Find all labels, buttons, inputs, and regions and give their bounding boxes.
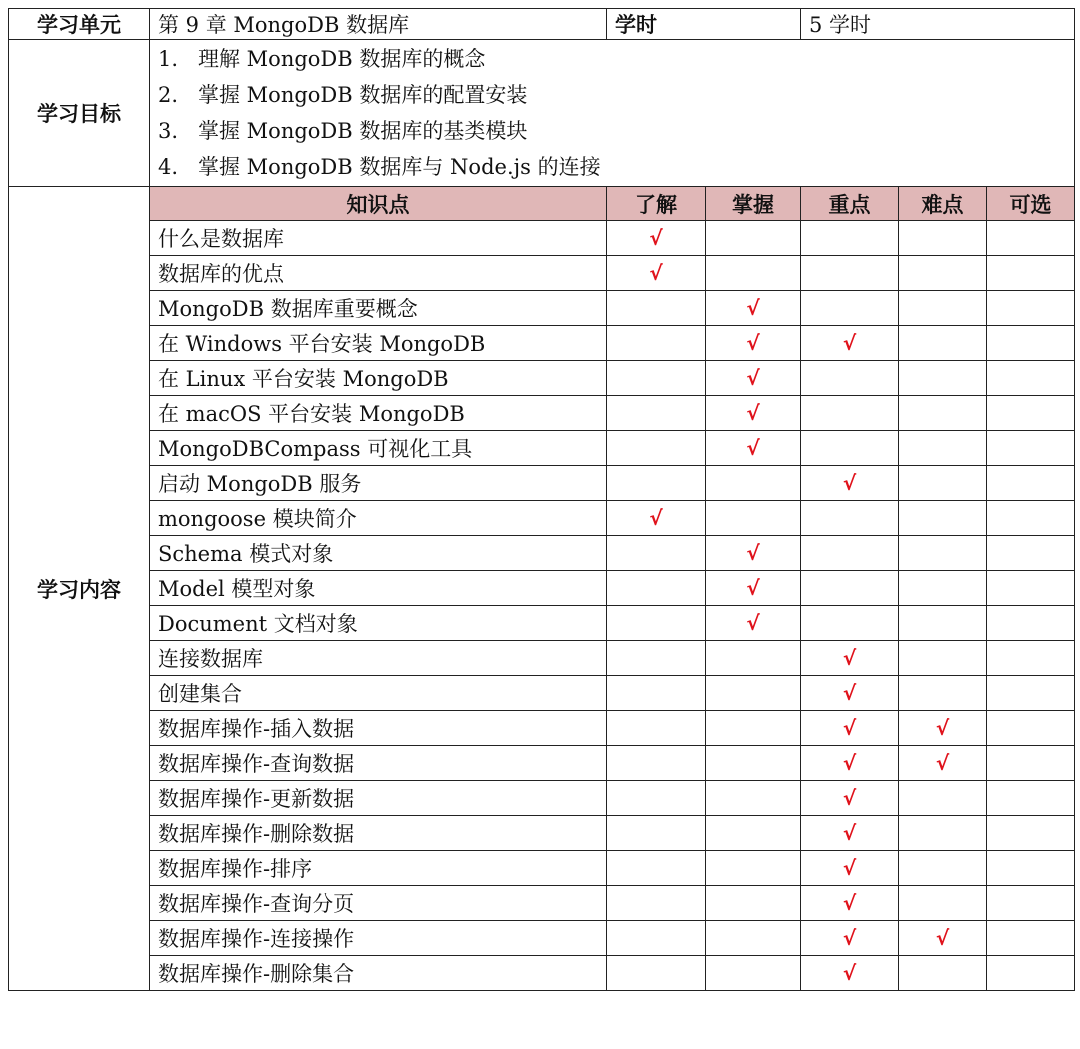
goal-item bbox=[158, 113, 1066, 149]
check-mark-icon: √ bbox=[746, 296, 760, 320]
check-mark-icon: √ bbox=[842, 961, 857, 985]
topic-cell: 启动 MongoDB 服务 bbox=[150, 466, 607, 501]
difficult-cell bbox=[899, 291, 987, 326]
understand-cell bbox=[607, 851, 706, 886]
optional-cell bbox=[987, 816, 1075, 851]
master-cell bbox=[706, 466, 801, 501]
optional-cell bbox=[987, 711, 1075, 746]
table-row bbox=[9, 221, 1075, 256]
master-cell bbox=[706, 781, 801, 816]
master-cell bbox=[706, 606, 801, 641]
difficult-cell bbox=[899, 466, 987, 501]
check-mark-icon: √ bbox=[746, 401, 760, 425]
goal-number: 3. bbox=[158, 119, 179, 143]
difficult-cell bbox=[899, 816, 987, 851]
hours-value: 5 学时 bbox=[801, 9, 1075, 40]
understand-cell bbox=[607, 291, 706, 326]
optional-cell bbox=[987, 221, 1075, 256]
check-mark-icon: √ bbox=[842, 681, 857, 705]
goal-item bbox=[158, 149, 1066, 185]
master-cell bbox=[706, 501, 801, 536]
column-header-key-point: 重点 bbox=[801, 187, 899, 221]
optional-cell bbox=[987, 256, 1075, 291]
understand-cell bbox=[607, 886, 706, 921]
understand-cell bbox=[607, 746, 706, 781]
table-row bbox=[9, 466, 1075, 501]
topic-cell: 数据库操作-排序 bbox=[150, 851, 607, 886]
key-point-cell bbox=[801, 641, 899, 676]
goal-number: 2. bbox=[158, 83, 179, 107]
table-row bbox=[9, 431, 1075, 466]
understand-cell bbox=[607, 221, 706, 256]
understand-cell bbox=[607, 606, 706, 641]
optional-cell bbox=[987, 466, 1075, 501]
difficult-cell bbox=[899, 921, 987, 956]
check-mark-icon: √ bbox=[935, 926, 950, 950]
check-mark-icon: √ bbox=[842, 471, 857, 495]
topic-cell: 在 Windows 平台安装 MongoDB bbox=[150, 326, 607, 361]
optional-cell bbox=[987, 956, 1075, 991]
key-point-cell bbox=[801, 571, 899, 606]
master-cell bbox=[706, 326, 801, 361]
master-cell bbox=[706, 221, 801, 256]
key-point-cell bbox=[801, 536, 899, 571]
goals-list bbox=[158, 41, 1066, 185]
master-cell bbox=[706, 641, 801, 676]
master-cell bbox=[706, 851, 801, 886]
topic-cell: 数据库操作-插入数据 bbox=[150, 711, 607, 746]
topic-cell: 数据库操作-删除集合 bbox=[150, 956, 607, 991]
difficult-cell bbox=[899, 326, 987, 361]
topic-cell: Model 模型对象 bbox=[150, 571, 607, 606]
understand-cell bbox=[607, 361, 706, 396]
check-mark-icon: √ bbox=[935, 751, 950, 775]
understand-cell bbox=[607, 676, 706, 711]
table-row bbox=[9, 816, 1075, 851]
table-row bbox=[9, 886, 1075, 921]
check-mark-icon: √ bbox=[649, 226, 663, 250]
difficult-cell bbox=[899, 676, 987, 711]
optional-cell bbox=[987, 396, 1075, 431]
topic-cell: MongoDB 数据库重要概念 bbox=[150, 291, 607, 326]
unit-row bbox=[9, 9, 1075, 40]
difficult-cell bbox=[899, 571, 987, 606]
difficult-cell bbox=[899, 256, 987, 291]
master-cell bbox=[706, 571, 801, 606]
master-cell bbox=[706, 676, 801, 711]
master-cell bbox=[706, 711, 801, 746]
difficult-cell bbox=[899, 711, 987, 746]
difficult-cell bbox=[899, 501, 987, 536]
optional-cell bbox=[987, 361, 1075, 396]
topic-cell: 数据库操作-更新数据 bbox=[150, 781, 607, 816]
difficult-cell bbox=[899, 431, 987, 466]
table-row bbox=[9, 291, 1075, 326]
check-mark-icon: √ bbox=[842, 331, 857, 355]
master-cell bbox=[706, 431, 801, 466]
understand-cell bbox=[607, 711, 706, 746]
check-mark-icon: √ bbox=[842, 646, 857, 670]
key-point-cell bbox=[801, 466, 899, 501]
check-mark-icon: √ bbox=[649, 261, 663, 285]
column-header-difficult: 难点 bbox=[899, 187, 987, 221]
topic-cell: 数据库操作-连接操作 bbox=[150, 921, 607, 956]
hours-label: 学时 bbox=[607, 9, 801, 40]
table-row bbox=[9, 711, 1075, 746]
optional-cell bbox=[987, 886, 1075, 921]
key-point-cell bbox=[801, 396, 899, 431]
understand-cell bbox=[607, 431, 706, 466]
key-point-cell bbox=[801, 921, 899, 956]
topic-cell: 在 macOS 平台安装 MongoDB bbox=[150, 396, 607, 431]
check-mark-icon: √ bbox=[746, 366, 760, 390]
key-point-cell bbox=[801, 361, 899, 396]
content-label: 学习内容 bbox=[9, 187, 150, 991]
understand-cell bbox=[607, 501, 706, 536]
master-cell bbox=[706, 396, 801, 431]
optional-cell bbox=[987, 676, 1075, 711]
difficult-cell bbox=[899, 886, 987, 921]
optional-cell bbox=[987, 921, 1075, 956]
check-mark-icon: √ bbox=[842, 926, 857, 950]
table-row bbox=[9, 571, 1075, 606]
table-row bbox=[9, 676, 1075, 711]
optional-cell bbox=[987, 291, 1075, 326]
goal-text: 掌握 MongoDB 数据库与 Node.js 的连接 bbox=[198, 155, 601, 179]
difficult-cell bbox=[899, 641, 987, 676]
check-mark-icon: √ bbox=[842, 786, 857, 810]
check-mark-icon: √ bbox=[842, 856, 857, 880]
table-row bbox=[9, 956, 1075, 991]
check-mark-icon: √ bbox=[746, 541, 760, 565]
column-header-understand: 了解 bbox=[607, 187, 706, 221]
key-point-cell bbox=[801, 326, 899, 361]
optional-cell bbox=[987, 746, 1075, 781]
check-mark-icon: √ bbox=[746, 331, 760, 355]
understand-cell bbox=[607, 781, 706, 816]
difficult-cell bbox=[899, 956, 987, 991]
topic-cell: 数据库操作-查询分页 bbox=[150, 886, 607, 921]
key-point-cell bbox=[801, 746, 899, 781]
unit-value: 第 9 章 MongoDB 数据库 bbox=[150, 9, 607, 40]
understand-cell bbox=[607, 921, 706, 956]
master-cell bbox=[706, 816, 801, 851]
optional-cell bbox=[987, 501, 1075, 536]
goal-number: 1. bbox=[158, 47, 179, 71]
table-row bbox=[9, 781, 1075, 816]
goal-text: 理解 MongoDB 数据库的概念 bbox=[198, 47, 486, 71]
key-point-cell bbox=[801, 606, 899, 641]
content-header-row bbox=[9, 187, 1075, 221]
table-row bbox=[9, 851, 1075, 886]
topic-cell: 数据库的优点 bbox=[150, 256, 607, 291]
goal-item bbox=[158, 77, 1066, 113]
difficult-cell bbox=[899, 851, 987, 886]
topic-cell: 数据库操作-查询数据 bbox=[150, 746, 607, 781]
difficult-cell bbox=[899, 396, 987, 431]
optional-cell bbox=[987, 606, 1075, 641]
table-row bbox=[9, 536, 1075, 571]
difficult-cell bbox=[899, 361, 987, 396]
check-mark-icon: √ bbox=[842, 716, 857, 740]
optional-cell bbox=[987, 851, 1075, 886]
goals-label: 学习目标 bbox=[9, 40, 150, 187]
key-point-cell bbox=[801, 256, 899, 291]
master-cell bbox=[706, 746, 801, 781]
topic-cell: 创建集合 bbox=[150, 676, 607, 711]
key-point-cell bbox=[801, 711, 899, 746]
key-point-cell bbox=[801, 886, 899, 921]
goal-item bbox=[158, 41, 1066, 77]
master-cell bbox=[706, 886, 801, 921]
master-cell bbox=[706, 536, 801, 571]
check-mark-icon: √ bbox=[746, 436, 760, 460]
goal-number: 4. bbox=[158, 155, 179, 179]
table-row bbox=[9, 361, 1075, 396]
goals-cell bbox=[150, 40, 1075, 187]
goals-row bbox=[9, 40, 1075, 187]
key-point-cell bbox=[801, 816, 899, 851]
column-header-master: 掌握 bbox=[706, 187, 801, 221]
check-mark-icon: √ bbox=[842, 751, 857, 775]
topic-cell: 数据库操作-删除数据 bbox=[150, 816, 607, 851]
table-row bbox=[9, 256, 1075, 291]
check-mark-icon: √ bbox=[842, 821, 857, 845]
difficult-cell bbox=[899, 781, 987, 816]
understand-cell bbox=[607, 571, 706, 606]
goal-text: 掌握 MongoDB 数据库的基类模块 bbox=[198, 119, 528, 143]
key-point-cell bbox=[801, 501, 899, 536]
goal-text: 掌握 MongoDB 数据库的配置安装 bbox=[198, 83, 528, 107]
table-row bbox=[9, 641, 1075, 676]
understand-cell bbox=[607, 256, 706, 291]
key-point-cell bbox=[801, 676, 899, 711]
topic-cell: 什么是数据库 bbox=[150, 221, 607, 256]
unit-label: 学习单元 bbox=[9, 9, 150, 40]
understand-cell bbox=[607, 956, 706, 991]
key-point-cell bbox=[801, 291, 899, 326]
topic-cell: Schema 模式对象 bbox=[150, 536, 607, 571]
optional-cell bbox=[987, 326, 1075, 361]
master-cell bbox=[706, 921, 801, 956]
understand-cell bbox=[607, 536, 706, 571]
table-row bbox=[9, 606, 1075, 641]
topic-cell: mongoose 模块简介 bbox=[150, 501, 607, 536]
understand-cell bbox=[607, 641, 706, 676]
understand-cell bbox=[607, 396, 706, 431]
check-mark-icon: √ bbox=[935, 716, 950, 740]
key-point-cell bbox=[801, 221, 899, 256]
understand-cell bbox=[607, 466, 706, 501]
check-mark-icon: √ bbox=[842, 891, 857, 915]
difficult-cell bbox=[899, 746, 987, 781]
topic-cell: 在 Linux 平台安装 MongoDB bbox=[150, 361, 607, 396]
optional-cell bbox=[987, 536, 1075, 571]
column-header-topic: 知识点 bbox=[150, 187, 607, 221]
key-point-cell bbox=[801, 851, 899, 886]
key-point-cell bbox=[801, 956, 899, 991]
study-plan-table bbox=[8, 8, 1075, 991]
key-point-cell bbox=[801, 431, 899, 466]
topic-cell: Document 文档对象 bbox=[150, 606, 607, 641]
master-cell bbox=[706, 256, 801, 291]
understand-cell bbox=[607, 326, 706, 361]
table-row bbox=[9, 501, 1075, 536]
optional-cell bbox=[987, 431, 1075, 466]
optional-cell bbox=[987, 781, 1075, 816]
table-row bbox=[9, 746, 1075, 781]
master-cell bbox=[706, 361, 801, 396]
difficult-cell bbox=[899, 606, 987, 641]
difficult-cell bbox=[899, 536, 987, 571]
check-mark-icon: √ bbox=[746, 611, 760, 635]
check-mark-icon: √ bbox=[746, 576, 760, 600]
table-row bbox=[9, 396, 1075, 431]
table-row bbox=[9, 921, 1075, 956]
topic-cell: 连接数据库 bbox=[150, 641, 607, 676]
check-mark-icon: √ bbox=[649, 506, 663, 530]
table-row bbox=[9, 326, 1075, 361]
optional-cell bbox=[987, 571, 1075, 606]
key-point-cell bbox=[801, 781, 899, 816]
column-header-optional: 可选 bbox=[987, 187, 1075, 221]
master-cell bbox=[706, 291, 801, 326]
topic-cell: MongoDBCompass 可视化工具 bbox=[150, 431, 607, 466]
difficult-cell bbox=[899, 221, 987, 256]
understand-cell bbox=[607, 816, 706, 851]
master-cell bbox=[706, 956, 801, 991]
optional-cell bbox=[987, 641, 1075, 676]
